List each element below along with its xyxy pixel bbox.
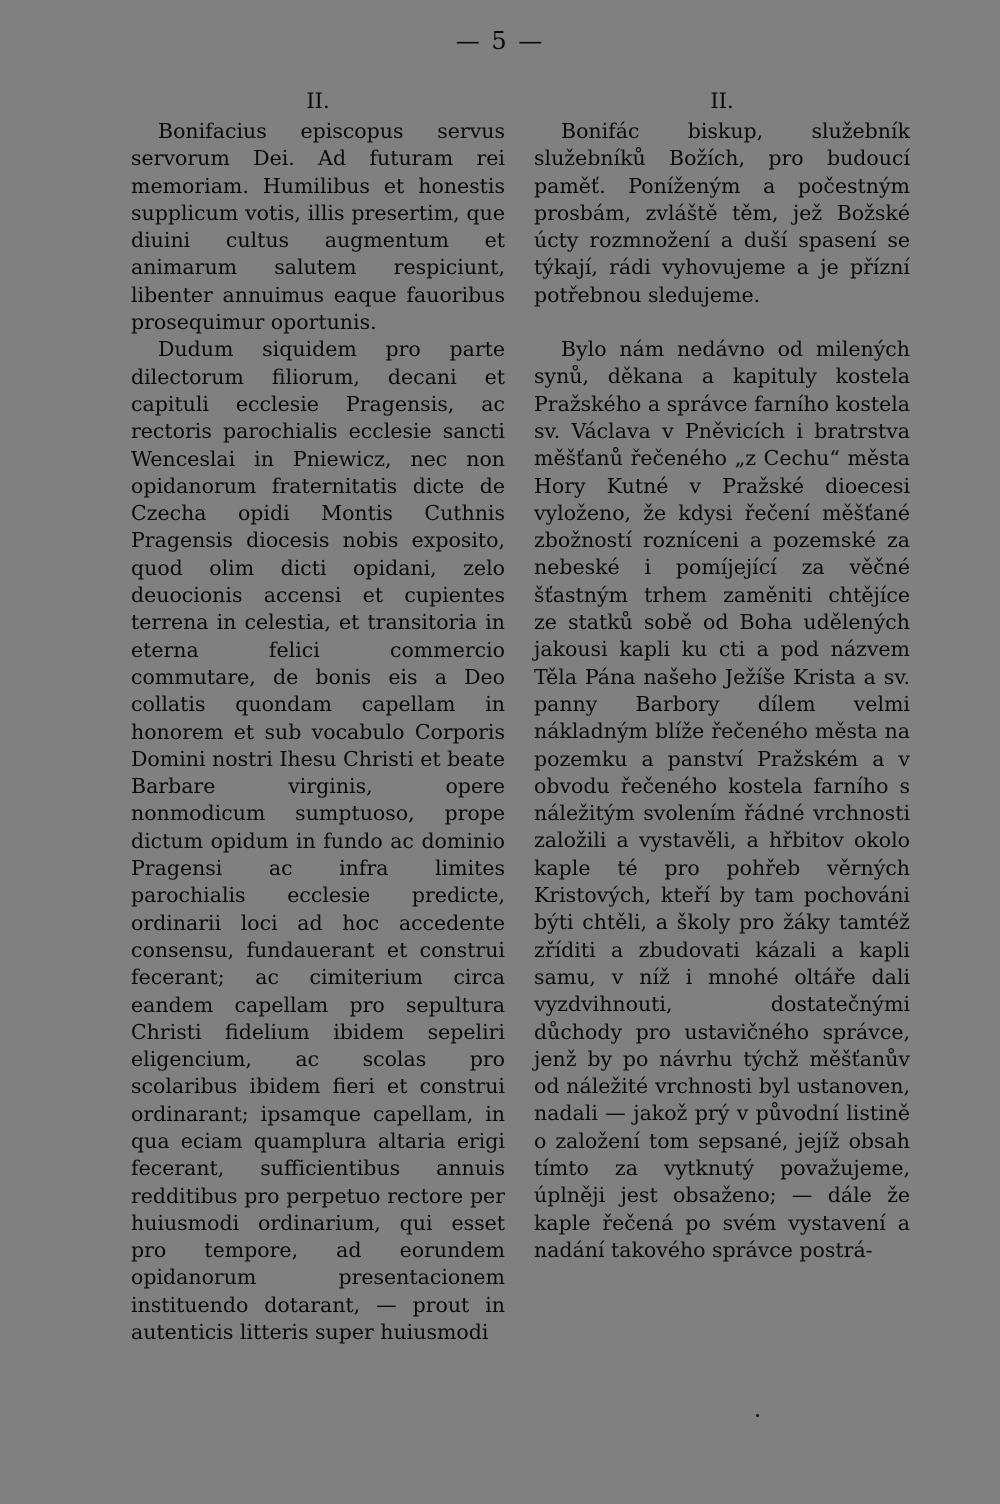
czech-paragraph-2: Bylo nám nedávno od milených synů, děkana a kapituly kostela Pražského a správce farního kostela sv. Václava v Pněvicích i bratrstva měšťanů řečeného „z Cechu“ města Hory Kutné v Pražské dioecesi vyloženo, že kdysi řečení měšťané zbožností rozníceni a pozemské za nebeské i pomíjející za věčné šťastným trhem zaměniti chtějíce ze statků sobě od Boha udělených jakousi kapli ku cti a pod názvem Těla Pána našeho Ježíše Krista a sv. panny Barbory dílem velmi nákladným blíže řečeného města na pozemku a panství Pražském a v obvodu řečeného kostela farního s náležitým svolením řádné vrchnosti založili a vystavěli, a hřbitov okolo kaple té pro pohřeb věrných Kristových, kteří by tam pochováni býti chtěli, a školy pro žáky tamtéž zříditi a zbudovati kázali a kapli samu, v níž i mnohé oltáře dali vyzdvihnouti, dostatečnými důchody pro ustavičného správce, jenž by po návrhu týchž měšťanův od náležité vrchnosti byl ustanoven, nadali — jakož prý v původní listině o založení tom sepsané, jejíž obsah tímto za vytknutý považujeme, úplněji jest obsaženo; — dále že kaple řečená po svém vystavení a nadání takového správce postrá- [534, 337, 910, 1262]
print-mark [756, 1414, 759, 1417]
latin-column [131, 87, 505, 1346]
czech-column [534, 87, 910, 1264]
czech-section-heading: II. [710, 89, 734, 113]
czech-paragraph-1: Bonifác biskup, služebník služebníků Božích, pro budoucí paměť. Poníženým a počestným prosbám, zvláště těm, jež Božské úcty rozmnožení a duší spasení se týkají, rádi vyhovujeme a je přízní potřebnou sledujeme. [534, 119, 910, 307]
latin-paragraph-2: Dudum siquidem pro parte dilectorum filiorum, decani et capituli ecclesie Pragensis, ac rectoris parochialis ecclesie sancti Wenceslai in Pniewicz, nec non opidanorum fraternitatis dicte de Czecha opidi Montis Cuthnis Pragensis diocesis nobis exposito, quod olim dicti opidani, zelo deuocionis accensi et cupientes terrena in celestia, et transitoria in eterna felici commercio commutare, de bonis eis a Deo collatis quondam capellam in honorem et sub vocabulo Corporis Domini nostri Ihesu Christi et beate Barbare virginis, opere nonmodicum sumptuoso, prope dictum opidum in fundo ac dominio Pragensi ac infra limites parochialis ecclesie predicte, ordinarii loci ad hoc accedente consensu, fundauerant et construi fecerant; ac cimiterium circa eandem capellam pro sepultura Christi fidelium ibidem sepeliri eligencium, ac scolas pro scolaribus ibidem fieri et construi ordinarant; ipsamque capellam, in qua eciam quamplura altaria erigi fecerant, sufficientibus annuis redditibus pro perpetuo rectore per huiusmodi ordinarium, qui esset pro tempore, ad eorundem opidanorum presentacionem instituendo dotarant, — prout in autenticis litteris super huiusmodi [131, 337, 505, 1345]
latin-paragraph-1: Bonifacius episcopus servus servorum Dei. Ad futuram rei memoriam. Humilibus et honestis supplicum votis, illis presertim, que diuini cultus augmentum et animarum salutem respiciunt, libenter annuimus eaque fauoribus prosequimur oportunis. [131, 119, 505, 335]
page-number: — 5 — [455, 27, 545, 55]
latin-section-heading: II. [306, 89, 330, 113]
